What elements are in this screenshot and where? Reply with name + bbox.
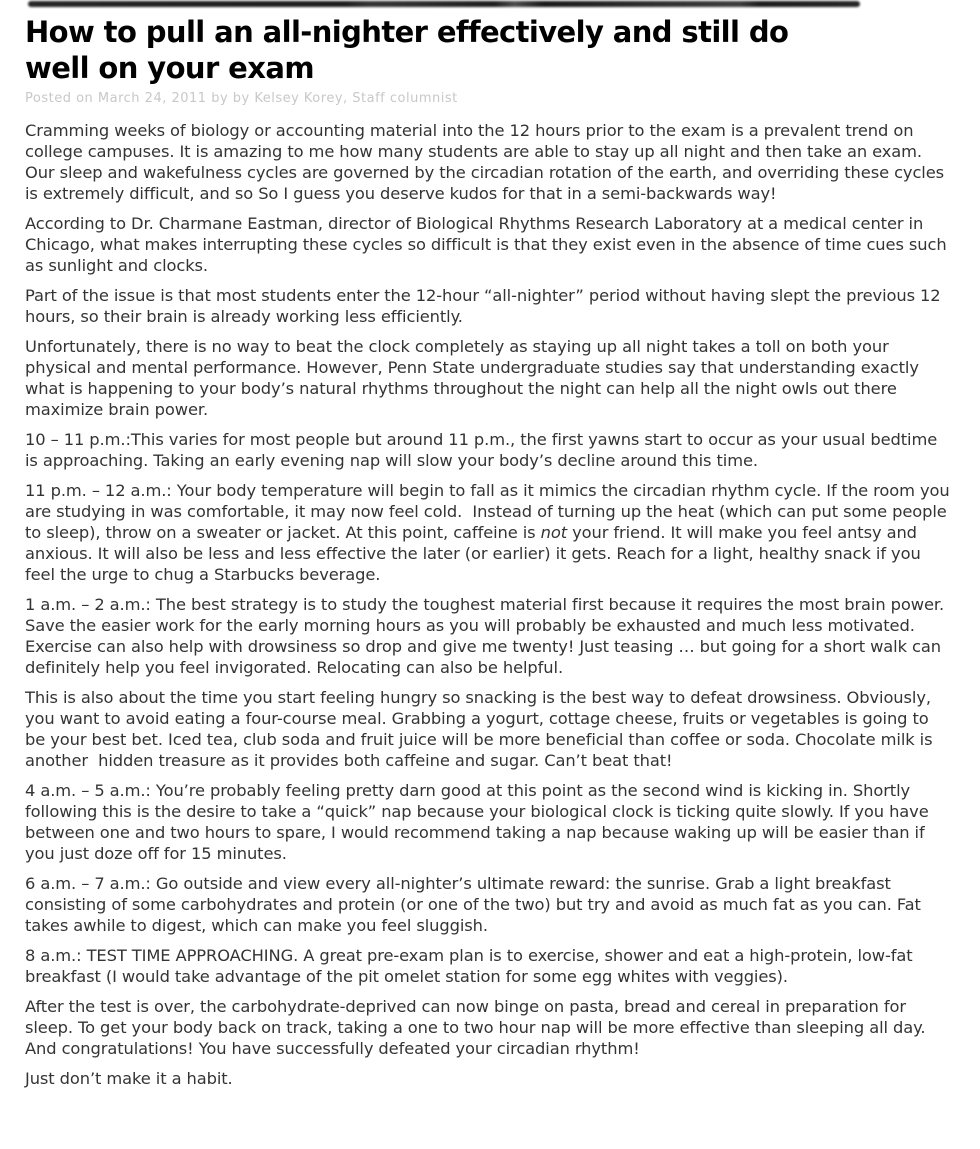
paragraph-text: According to Dr. Charmane Eastman, director of Biological Rhythms Research Laboratory at a medical center in Chicago, what makes interrupting these cycles so difficult is that they exist even in the absence of time cues such as sunlight and clocks. [25,214,952,275]
article-paragraph [25,429,953,471]
page-title-line-1: How to pull an all-nighter effectively and still do [25,15,789,49]
article-paragraph [25,945,953,987]
article-paragraph [25,336,953,420]
byline: Posted on March 24, 2011 by by Kelsey Korey, Staff columnist [25,91,458,106]
paragraph-text: 11 p.m. – 12 a.m.: Your body temperature will begin to fall as it mimics the circadian rhythm cycle. If the room you are studying in was comfortable, it may now feel cold. Instead of turning up the heat (which can put some people to sleep), throw on a sweater or jacket. At this point, caffeine is [25,481,955,542]
top-edge-artifact-bar [28,1,860,7]
paragraph-text: 4 a.m. – 5 a.m.: You’re probably feeling pretty darn good at this point as the second wind is kicking in. Shortly following this is the desire to take a “quick” nap because your biological clock is ticking quite slowly. If you have between one and two hours to spare, I would recommend taking a nap because waking up will be easier than if you just doze off for 15 minutes. [25,781,934,863]
paragraph-text: 8 a.m.: TEST TIME APPROACHING. A great pre-exam plan is to exercise, shower and eat a high-protein, low-fat breakfast (I would take advantage of the pit omelet station for some egg whites with veggies). [25,946,918,986]
paragraph-text: Part of the issue is that most students enter the 12-hour “all-nighter” period without having slept the previous 12 hours, so their brain is already working less efficiently. [25,286,946,326]
article-paragraph [25,594,953,678]
article-paragraph [25,687,953,771]
paragraph-text: Just don’t make it a habit. [25,1069,233,1088]
paragraph-text: 10 – 11 p.m.:This varies for most people but around 11 p.m., the first yawns start to occur as your usual bedtime is approaching. Taking an early evening nap will slow your body’s decline around this time. [25,430,943,470]
article-paragraph [25,285,953,327]
article-paragraph [25,1068,953,1089]
article-body [25,120,953,1089]
article-paragraph [25,996,953,1059]
article-paragraph [25,873,953,936]
paragraph-text: This is also about the time you start feeling hungry so snacking is the best way to defeat drowsiness. Obviously, you want to avoid eating a four-course meal. Grabbing a yogurt, cottage cheese, fruits or vegetables is going to be your best bet. Iced tea, club soda and fruit juice will be more beneficial than coffee or soda. Chocolate milk is another hidden treasure as it provides both caffeine and sugar. Can’t beat that! [25,688,938,770]
paragraph-text: Unfortunately, there is no way to beat the clock completely as staying up all night takes a toll on both your physical and mental performance. However, Penn State undergraduate studies say that understanding exactly what is happening to your body’s natural rhythms throughout the night can help all the night owls out there maximize brain power. [25,337,924,419]
paragraph-text: your friend. It will make you feel antsy and anxious. It will also be less and less effective the later (or earlier) it gets. Reach for a light, healthy snack if you feel the urge to chug a Starbucks beverage. [25,523,926,584]
emphasized-text: not [540,523,568,542]
article [25,14,953,1098]
article-paragraph [25,120,953,204]
paragraph-text: After the test is over, the carbohydrate-deprived can now binge on pasta, bread and cereal in preparation for sleep. To get your body back on track, taking a one to two hour nap will be more effective than sleeping all day. And congratulations! You have successfully defeated your circadian rhythm! [25,997,931,1058]
paragraph-text: 6 a.m. – 7 a.m.: Go outside and view every all-nighter’s ultimate reward: the sunrise. Grab a light breakfast consisting of some carbohydrates and protein (or one of the two) but try and avoid as much fat as you can. Fat takes awhile to digest, which can make you feel sluggish. [25,874,926,935]
paragraph-text: Cramming weeks of biology or accounting material into the 12 hours prior to the exam is a prevalent trend on college campuses. It is amazing to me how many students are able to stay up all night and then take an exam. Our sleep and wakefulness cycles are governed by the circadian rotation of the earth, and overriding these cycles is extremely difficult, and so So I guess you deserve kudos for that in a semi-backwards way! [25,121,950,203]
page-title-line-2: well on your exam [25,51,314,85]
paragraph-text: 1 a.m. – 2 a.m.: The best strategy is to study the toughest material first because it requires the most brain power. Save the easier work for the early morning hours as you will probably be exhausted and much less motivated. Exercise can also help with drowsiness so drop and give me twenty! Just teasing … but going for a short walk can definitely help you feel invigorated. Relocating can also be helpful. [25,595,950,677]
article-paragraph [25,780,953,864]
article-paragraph [25,480,953,585]
page-title [25,14,953,86]
article-paragraph [25,213,953,276]
